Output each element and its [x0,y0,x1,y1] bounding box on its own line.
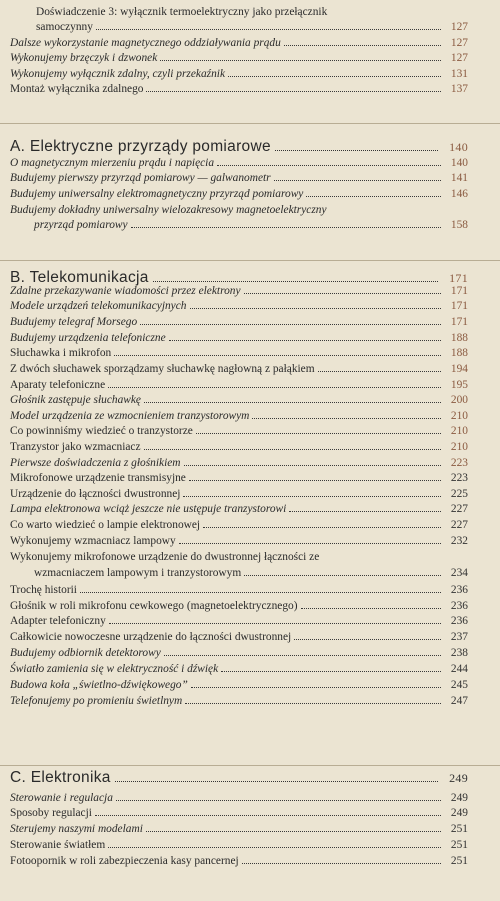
toc-entry [10,362,468,377]
toc-entry-page: 171 [450,300,468,312]
toc-entry [10,518,468,533]
toc-entry-page: 251 [450,839,468,851]
dot-leader [144,402,441,403]
toc-entry-title: Budujemy dokładny uniwersalny wielozakresowy magnetoelektryczny [10,204,327,216]
toc-entry [10,678,468,693]
toc-entry-title: Budowa koła „świetlno-dźwiękowego” [10,679,188,691]
toc-entry [10,646,468,661]
toc-entry-title: Budujemy uniwersalny elektromagnetyczny przyrząd pomiarowy [10,188,304,200]
section-page: 140 [449,140,468,154]
section-divider [0,260,500,261]
dot-leader [284,45,441,46]
section-heading [10,137,468,157]
dot-leader [306,196,441,197]
dot-leader [242,863,441,864]
toc-entry-title: Zdalne przekazywanie wiadomości przez elektrony [10,285,241,297]
toc-entry-title: Głośnik w roli mikrofonu cewkowego (magnetoelektrycznego) [10,600,298,612]
toc-entry-page: 251 [450,823,468,835]
toc-entry-page: 237 [450,631,468,643]
toc-entry-title: Sterowanie i regulacja [10,792,113,804]
dot-leader [140,324,441,325]
toc-entry-title: Wykonujemy wyłącznik zdalny, czyli przekaźnik [10,68,225,80]
toc-entry [36,20,468,35]
toc-entry [34,566,468,581]
toc-entry [10,409,468,424]
dot-leader [190,308,442,309]
toc-entry [10,583,468,598]
toc-entry-title: wzmacniaczem lampowym i tranzystorowym [34,567,242,579]
toc-entry-title: Lampa elektronowa wciąż jeszcze nie ustępuje tranzystorowi [10,503,287,515]
toc-entry [10,822,468,837]
toc-entry [10,331,468,346]
toc-entry [10,36,468,51]
toc-entry-page: 200 [450,394,468,406]
toc-entry-title: Światło zamienia się w elektryczność i dźwięk [10,663,219,675]
toc-entry-page: 249 [450,807,468,819]
toc-entry [10,487,468,502]
toc-entry-title: Słuchawka i mikrofon [10,347,112,359]
section-title: C. Elektronika [10,769,111,786]
toc-entry-page: 251 [450,855,468,867]
toc-entry-page: 127 [450,21,468,33]
toc-entry [10,378,468,393]
dot-leader [244,575,441,576]
toc-entry [10,346,468,361]
dot-leader [108,387,441,388]
toc-entry [10,156,468,171]
toc-entry [10,203,468,218]
dot-leader [189,480,441,481]
toc-entry-page: 232 [450,535,468,547]
toc-entry-title: Telefonujemy po promieniu świetlnym [10,695,183,707]
toc-entry-title: Budujemy odbiornik detektorowy [10,647,161,659]
dot-leader [146,91,441,92]
toc-entry-page: 127 [450,37,468,49]
dot-leader [228,76,441,77]
toc-entry-page: 131 [450,68,468,80]
dot-leader [196,433,441,434]
toc-entry [10,502,468,517]
toc-entry-title: Trochę historii [10,584,77,596]
dot-leader [80,592,441,593]
toc-entry-page: 141 [450,172,468,184]
dot-leader [144,449,441,450]
toc-entry-page: 247 [450,695,468,707]
toc-entry-page: 188 [450,332,468,344]
toc-entry-title: Budujemy telegraf Morsego [10,316,138,328]
toc-entry-title: Głośnik zastępuje słuchawkę [10,394,141,406]
dot-leader [217,165,441,166]
toc-entry [10,534,468,549]
dot-leader [191,687,441,688]
toc-entry [10,630,468,645]
dot-leader [252,418,441,419]
toc-entry [10,854,468,869]
toc-entry-page: 210 [450,441,468,453]
toc-entry [10,424,468,439]
dot-leader [160,60,441,61]
toc-entry-page: 225 [450,488,468,500]
toc-entry-page: 171 [450,316,468,328]
section-page: 171 [449,271,468,285]
toc-entry [10,171,468,186]
dot-leader [96,29,441,30]
dot-leader [275,150,438,151]
toc-entry-page: 137 [450,83,468,95]
toc-entry-title: Adapter telefoniczny [10,615,106,627]
dot-leader [184,465,441,466]
toc-entry-page: 146 [450,188,468,200]
toc-entry-title: Pierwsze doświadczenia z głośnikiem [10,457,181,469]
toc-entry-page: 171 [450,285,468,297]
section-divider [0,765,500,766]
toc-entry-page: 236 [450,600,468,612]
toc-entry-page: 238 [450,647,468,659]
toc-entry [10,51,468,66]
dot-leader [153,281,438,282]
dot-leader [146,831,441,832]
toc-entry-page: 194 [450,363,468,375]
toc-entry-page: 249 [450,792,468,804]
toc-entry-page: 210 [450,425,468,437]
toc-entry-title: Wykonujemy mikrofonowe urządzenie do dwustronnej łączności ze [10,551,320,563]
toc-entry-title: Fotoopornik w roli zabezpieczenia kasy pancernej [10,855,239,867]
dot-leader [274,180,441,181]
toc-entry [10,299,468,314]
dot-leader [109,623,441,624]
toc-entry-title: Wykonujemy brzęczyk i dzwonek [10,52,158,64]
dot-leader [115,781,438,782]
toc-entry [10,393,468,408]
toc-entry-title: Aparaty telefoniczne [10,379,106,391]
toc-entry-title: Mikrofonowe urządzenie transmisyjne [10,472,186,484]
toc-entry-page: 236 [450,615,468,627]
toc-entry [10,550,468,565]
toc-entry [10,82,468,97]
toc-entry [36,5,468,20]
dot-leader [131,227,441,228]
toc-entry-title: Co powinniśmy wiedzieć o tranzystorze [10,425,193,437]
dot-leader [179,543,441,544]
toc-entry-title: Montaż wyłącznika zdalnego [10,83,144,95]
toc-entry-page: 223 [450,472,468,484]
toc-entry-title: Urządzenie do łączności dwustronnej [10,488,181,500]
toc-entry-page: 158 [450,219,468,231]
toc-entry-page: 244 [450,663,468,675]
toc-entry-page: 210 [450,410,468,422]
toc-entry-title: Z dwóch słuchawek sporządzamy słuchawkę nagłowną z pałąkiem [10,363,315,375]
section-heading [10,768,468,788]
toc-entry-page: 140 [450,157,468,169]
toc-entry-title: Sterujemy naszymi modelami [10,823,143,835]
toc-entry-title: Budujemy urządzenia telefoniczne [10,332,166,344]
dot-leader [318,371,441,372]
toc-entry-title: Całkowicie nowoczesne urządzenie do łączności dwustronnej [10,631,292,643]
toc-entry-title: Sposoby regulacji [10,807,92,819]
toc-entry-title: Tranzystor jako wzmacniacz [10,441,141,453]
toc-entry [10,471,468,486]
toc-entry [10,187,468,202]
dot-leader [114,355,441,356]
toc-entry [10,456,468,471]
dot-leader [183,496,441,497]
toc-entry-page: 236 [450,584,468,596]
toc-entry-page: 127 [450,52,468,64]
dot-leader [221,671,441,672]
toc-entry-title: Model urządzenia ze wzmocnieniem tranzystorowym [10,410,250,422]
toc-entry [10,838,468,853]
toc-entry-title: samoczynny [36,21,93,33]
section-divider [0,123,500,124]
section-title: B. Telekomunikacja [10,269,149,286]
dot-leader [169,340,441,341]
dot-leader [164,655,441,656]
toc-entry [10,315,468,330]
toc-entry-title: Co warto wiedzieć o lampie elektronowej [10,519,201,531]
toc-entry [10,806,468,821]
dot-leader [203,527,441,528]
toc-entry [34,218,468,233]
toc-entry-title: Modele urządzeń telekomunikacyjnych [10,300,187,312]
dot-leader [185,703,441,704]
toc-entry-title: Sterowanie światłem [10,839,106,851]
toc-entry [10,694,468,709]
dot-leader [301,608,441,609]
toc-entry-title: Dalsze wykorzystanie magnetycznego oddziaływania prądu [10,37,281,49]
toc-entry-page: 223 [450,457,468,469]
section-page: 249 [449,771,468,785]
toc-entry [10,440,468,455]
toc-entry-title: Budujemy pierwszy przyrząd pomiarowy — galwanometr [10,172,271,184]
toc-entry [10,791,468,806]
dot-leader [244,293,441,294]
toc-entry-title: przyrząd pomiarowy [34,219,128,231]
dot-leader [294,639,441,640]
toc-entry-title: O magnetycznym mierzeniu prądu i napięcia [10,157,215,169]
dot-leader [108,847,441,848]
toc-entry-title: Wykonujemy wzmacniacz lampowy [10,535,176,547]
toc-entry-page: 245 [450,679,468,691]
section-title: A. Elektryczne przyrządy pomiarowe [10,138,271,155]
dot-leader [116,800,441,801]
toc-entry [10,599,468,614]
toc-entry-page: 227 [450,519,468,531]
dot-leader [289,511,441,512]
section-heading [10,268,468,288]
toc-entry-page: 227 [450,503,468,515]
toc-entry-title: Doświadczenie 3: wyłącznik termoelektryczny jako przełącznik [36,6,328,18]
toc-entry [10,67,468,82]
toc-entry-page: 234 [450,567,468,579]
toc-entry [10,614,468,629]
toc-entry-page: 195 [450,379,468,391]
toc-entry-page: 188 [450,347,468,359]
dot-leader [95,815,441,816]
toc-entry [10,662,468,677]
